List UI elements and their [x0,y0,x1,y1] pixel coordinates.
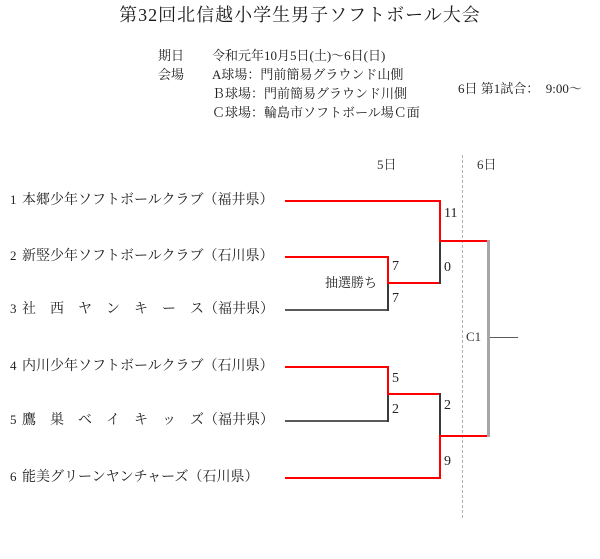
match4v5-connector [387,393,389,422]
team3-line [285,309,389,311]
venue-b: Ｂ球場：門前簡易グラウンド川側 [212,86,408,101]
team-seed-1: 1 [10,192,17,207]
lottery-win-note: 抽選勝ち [325,275,378,290]
team-seed-3: 3 [10,301,17,316]
score-team2: 7 [392,259,399,274]
semitop-connector [439,240,441,284]
team-name-6: 能美グリーンヤンチャーズ（石川県） [22,470,259,485]
final-connector [487,240,490,437]
team-seed-5: 5 [10,412,17,427]
final-winner-line [490,337,518,338]
schedule-note: 6日 第1試合： 9:00～ [458,81,582,96]
team-seed-4: 4 [10,358,17,373]
team-row-4 [10,359,273,374]
semitop-connector-winner [439,200,441,241]
team-row-5 [10,413,274,428]
team4-line [285,366,389,368]
venue-label: 会場 [158,67,185,82]
score-team5: 2 [392,402,399,417]
team5-line [285,420,389,422]
team-seed-2: 2 [10,248,17,263]
semibottom-winner-line [439,435,489,437]
team6-line [285,477,441,479]
semibottom-connector [439,393,441,436]
team-name-4: 内川少年ソフトボールクラブ（石川県） [22,359,274,374]
date-value: 令和元年10月5日(土)～6日(日) [212,48,386,63]
match2v3-connector [387,282,389,311]
match4v5-connector-winner [387,366,389,394]
page-title: 第32回北信越小学生男子ソフトボール大会 [119,5,481,25]
score-team4: 5 [392,371,399,386]
team-name-1: 本郷少年ソフトボールクラブ（福井県） [22,193,274,208]
team1-line [285,200,441,202]
venue-c: Ｃ球場：輪島市ソフトボール場Ｃ面 [212,105,420,120]
team-row-3 [10,302,274,317]
venue-a: А球場：門前簡易グラウンド山側 [212,67,404,82]
team-seed-6: 6 [10,469,17,484]
score-team2-semi: 0 [444,260,451,275]
team2-line [285,256,389,258]
team-name-3: 社 西 ヤ ン キ ー ス（福井県） [22,302,274,317]
match4v5-winner-line [387,393,441,395]
team-name-5: 鷹 巣 ベ イ キ ッ ズ（福井県） [22,413,274,428]
score-team4-semi: 2 [444,398,451,413]
score-team3: 7 [392,291,399,306]
final-match-label: C1 [466,329,482,344]
score-team1: 11 [444,206,458,221]
date-label: 期日 [158,48,185,63]
day6-label: 6日 [477,157,497,172]
day-divider-line [462,155,463,518]
semitop-winner-line [439,240,489,242]
day5-label: 5日 [377,157,397,172]
team-row-1 [10,193,273,208]
team-name-2: 新竪少年ソフトボールクラブ（石川県） [22,249,274,264]
team-row-2 [10,249,273,264]
match2v3-connector-winner [387,256,389,283]
team-row-6 [10,470,258,485]
match2v3-winner-line [387,282,441,284]
score-team6: 9 [444,454,451,469]
semibottom-connector-winner [439,435,441,479]
